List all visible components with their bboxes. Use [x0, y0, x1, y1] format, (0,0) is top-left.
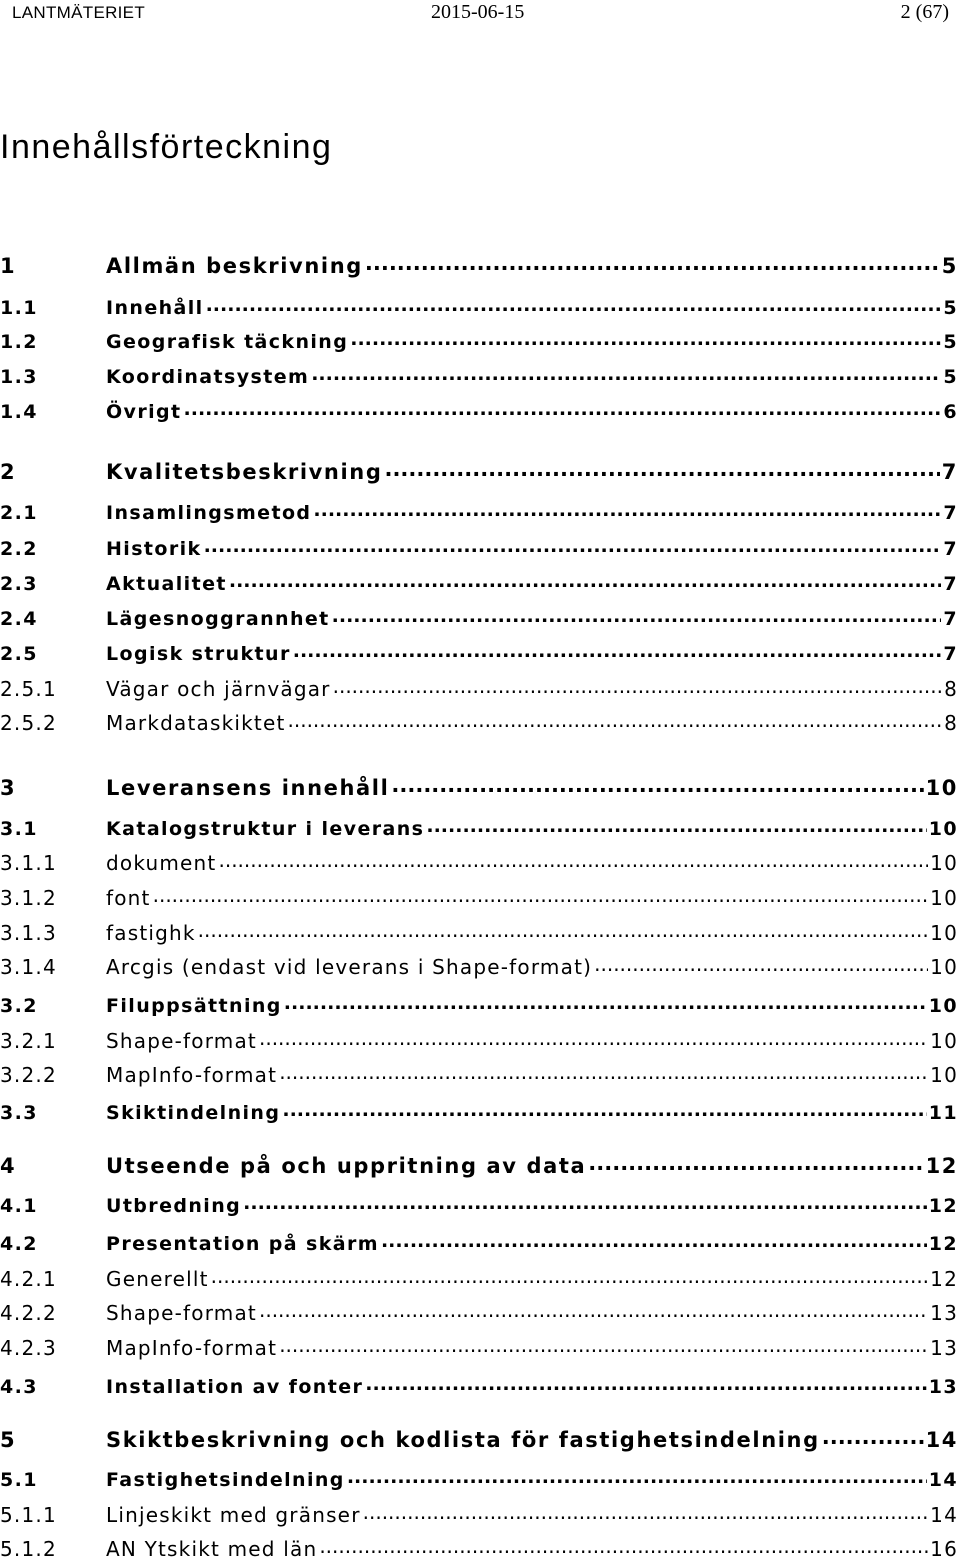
- page-title: Innehållsförteckning: [0, 128, 333, 166]
- toc-entry-title: Katalogstruktur i leverans: [106, 818, 425, 840]
- toc-entry[interactable]: [0, 364, 958, 388]
- toc-dot-leader: [284, 993, 927, 1012]
- toc-entry-page: 12: [930, 1267, 958, 1291]
- toc-entry-title: Linjeskikt med gränser: [106, 1503, 361, 1527]
- toc-entry[interactable]: [0, 571, 958, 595]
- toc-entry[interactable]: [0, 1231, 958, 1255]
- toc-entry-number: 3.2: [0, 995, 38, 1017]
- toc-entry[interactable]: [0, 536, 958, 560]
- toc-entry-page: 14: [930, 1503, 958, 1527]
- toc-dot-leader: [588, 1152, 923, 1173]
- toc-entry[interactable]: [0, 954, 958, 979]
- toc-entry-title: Utseende på och uppritning av data: [106, 1154, 587, 1178]
- toc-entry-title: dokument: [106, 851, 217, 875]
- toc-entry-number: 4.1: [0, 1195, 38, 1217]
- toc-entry-number: 4.3: [0, 1376, 38, 1398]
- toc-entry-title: Fastighetsindelning: [106, 1469, 345, 1491]
- toc-entry-title: Allmän beskrivning: [106, 254, 363, 278]
- toc-entry-number: 3.3: [0, 1102, 38, 1124]
- toc-entry[interactable]: [0, 850, 958, 875]
- toc-entry-page: 12: [925, 1154, 958, 1178]
- toc-entry[interactable]: [0, 458, 958, 484]
- toc-entry-title: MapInfo-format: [106, 1336, 278, 1360]
- toc-dot-leader: [259, 1028, 928, 1048]
- toc-entry-page: 11: [928, 1102, 958, 1124]
- toc-entry-number: 5.1.1: [0, 1503, 57, 1527]
- toc-entry-page: 10: [930, 851, 958, 875]
- toc-entry-page: 5: [943, 297, 958, 319]
- toc-entry-number: 5: [0, 1428, 17, 1452]
- toc-entry[interactable]: [0, 920, 958, 945]
- toc-entry[interactable]: [0, 993, 958, 1017]
- toc-entry-page: 10: [930, 921, 958, 945]
- toc-dot-leader: [211, 1266, 929, 1286]
- toc-dot-leader: [365, 1374, 926, 1393]
- toc-entry-title: Geografisk täckning: [106, 331, 349, 353]
- toc-entry-number: 2.5: [0, 643, 38, 665]
- toc-entry-title: Innehåll: [106, 297, 204, 319]
- toc-entry-page: 10: [928, 818, 958, 840]
- toc-entry-number: 2.4: [0, 608, 38, 630]
- header-page-number: 2 (67): [900, 1, 949, 23]
- toc-entry-page: 10: [925, 776, 958, 800]
- toc-entry[interactable]: [0, 774, 958, 800]
- toc-entry-number: 2.5.1: [0, 677, 57, 701]
- toc-dot-leader: [319, 1536, 928, 1556]
- toc-entry[interactable]: [0, 885, 958, 910]
- toc-entry[interactable]: [0, 606, 958, 630]
- toc-entry[interactable]: [0, 1335, 958, 1360]
- toc-entry-page: 6: [943, 401, 958, 423]
- toc-entry-page: 8: [944, 677, 958, 701]
- toc-entry-number: 3.1.2: [0, 886, 57, 910]
- toc-entry-number: 5.1: [0, 1469, 38, 1491]
- toc-entry[interactable]: [0, 295, 958, 319]
- toc-entry-title: Kvalitetsbeskrivning: [106, 460, 383, 484]
- toc-entry-number: 4.2.3: [0, 1336, 57, 1360]
- toc-dot-leader: [153, 885, 929, 905]
- toc-entry-number: 3: [0, 776, 17, 800]
- toc-entry-number: 4.2.1: [0, 1267, 57, 1291]
- toc-entry-title: Historik: [106, 538, 202, 560]
- toc-entry[interactable]: [0, 1266, 958, 1291]
- toc-entry-number: 1.2: [0, 331, 38, 353]
- toc-dot-leader: [350, 329, 941, 348]
- toc-entry[interactable]: [0, 1193, 958, 1217]
- toc-entry-title: Övrigt: [106, 401, 182, 423]
- toc-entry[interactable]: [0, 1502, 958, 1527]
- header-organization: LANTMÄTERIET: [12, 3, 146, 22]
- toc-entry[interactable]: [0, 1062, 958, 1087]
- toc-entry-number: 4.2: [0, 1233, 38, 1255]
- toc-entry-page: 13: [930, 1336, 958, 1360]
- toc-dot-leader: [381, 1231, 927, 1250]
- toc-entry-title: MapInfo-format: [106, 1063, 278, 1087]
- toc-entry[interactable]: [0, 1100, 958, 1124]
- toc-entry-title: Logisk struktur: [106, 643, 291, 665]
- toc-entry-page: 8: [944, 711, 958, 735]
- toc-dot-leader: [594, 954, 928, 974]
- toc-entry-number: 5.1.2: [0, 1537, 57, 1561]
- toc-entry-page: 16: [930, 1537, 958, 1561]
- toc-entry-page: 14: [925, 1428, 958, 1452]
- toc-dot-leader: [218, 850, 928, 870]
- toc-entry-title: Koordinatsystem: [106, 366, 310, 388]
- toc-entry-number: 4.2.2: [0, 1301, 57, 1325]
- toc-entry-page: 10: [930, 1029, 958, 1053]
- toc-entry-page: 12: [928, 1233, 958, 1255]
- toc-entry-page: 7: [943, 573, 958, 595]
- toc-entry-title: Markdataskiktet: [106, 711, 286, 735]
- toc-dot-leader: [822, 1426, 924, 1447]
- toc-entry-page: 5: [941, 254, 958, 278]
- toc-entry[interactable]: [0, 329, 958, 353]
- toc-entry-number: 1.3: [0, 366, 38, 388]
- toc-entry-page: 10: [930, 955, 958, 979]
- toc-dot-leader: [333, 676, 942, 696]
- toc-dot-leader: [204, 536, 942, 555]
- toc-entry-number: 3.2.1: [0, 1029, 57, 1053]
- toc-dot-leader: [206, 295, 942, 314]
- toc-entry-page: 5: [943, 331, 958, 353]
- toc-entry[interactable]: [0, 816, 958, 840]
- toc-dot-leader: [282, 1100, 926, 1119]
- toc-entry-title: Presentation på skärm: [106, 1233, 379, 1255]
- toc-entry-title: Generellt: [106, 1267, 209, 1291]
- toc-entry-title: Skiktindelning: [106, 1102, 281, 1124]
- toc-entry-title: fastighk: [106, 921, 196, 945]
- toc-entry[interactable]: [0, 500, 958, 524]
- toc-entry-title: Filuppsättning: [106, 995, 282, 1017]
- toc-entry-number: 3.1.1: [0, 851, 57, 875]
- toc-entry-page: 13: [928, 1376, 958, 1398]
- toc-dot-leader: [293, 641, 942, 660]
- toc-entry-page: 10: [928, 995, 958, 1017]
- toc-entry-page: 14: [928, 1469, 958, 1491]
- toc-dot-leader: [279, 1062, 928, 1082]
- toc-dot-leader: [229, 571, 942, 590]
- toc-entry[interactable]: [0, 1152, 958, 1178]
- toc-dot-leader: [311, 364, 941, 383]
- toc-entry-title: font: [106, 886, 151, 910]
- toc-entry[interactable]: [0, 252, 958, 278]
- toc-entry-number: 3.1: [0, 818, 38, 840]
- toc-entry[interactable]: [0, 399, 958, 423]
- toc-entry-number: 3.1.3: [0, 921, 57, 945]
- toc-entry-number: 1: [0, 254, 17, 278]
- toc-entry-title: Insamlingsmetod: [106, 502, 312, 524]
- toc-dot-leader: [384, 458, 939, 479]
- toc-entry[interactable]: [0, 1426, 958, 1452]
- toc-entry[interactable]: [0, 1028, 958, 1053]
- toc-entry-page: 13: [930, 1301, 958, 1325]
- toc-entry-number: 2.2: [0, 538, 38, 560]
- toc-dot-leader: [391, 774, 923, 795]
- toc-entry-title: Shape-format: [106, 1029, 257, 1053]
- toc-dot-leader: [426, 816, 926, 835]
- toc-entry-number: 2.3: [0, 573, 38, 595]
- toc-entry-title: Skiktbeskrivning och kodlista för fastighetsindelning: [106, 1428, 820, 1452]
- toc-dot-leader: [259, 1300, 928, 1320]
- page-header: [0, 0, 960, 26]
- toc-dot-leader: [365, 252, 940, 273]
- toc-entry-page: 5: [943, 366, 958, 388]
- toc-entry-page: 10: [930, 886, 958, 910]
- toc-entry-number: 2.5.2: [0, 711, 57, 735]
- toc-entry[interactable]: [0, 1536, 958, 1561]
- toc-entry-page: 12: [928, 1195, 958, 1217]
- toc-entry-number: 1.1: [0, 297, 38, 319]
- toc-dot-leader: [288, 710, 943, 730]
- toc-entry[interactable]: [0, 1374, 958, 1398]
- toc-entry-number: 4: [0, 1154, 17, 1178]
- toc-entry-page: 7: [943, 643, 958, 665]
- toc-entry[interactable]: [0, 641, 958, 665]
- toc-dot-leader: [243, 1193, 927, 1212]
- toc-entry[interactable]: [0, 1467, 958, 1491]
- toc-dot-leader: [332, 606, 942, 625]
- toc-dot-leader: [347, 1467, 927, 1486]
- header-date: 2015-06-15: [431, 1, 525, 23]
- toc-entry-title: Arcgis (endast vid leverans i Shape-format): [106, 955, 593, 979]
- toc-entry-title: Installation av fonter: [106, 1376, 364, 1398]
- toc-entry-number: 3.2.2: [0, 1063, 57, 1087]
- toc-entry-title: Leveransens innehåll: [106, 776, 390, 800]
- toc-entry-title: Utbredning: [106, 1195, 242, 1217]
- toc-entry-page: 7: [941, 460, 958, 484]
- toc-entry-number: 3.1.4: [0, 955, 57, 979]
- toc-entry-page: 7: [943, 502, 958, 524]
- toc-entry-title: Lägesnoggrannhet: [106, 608, 330, 630]
- toc-entry-page: 7: [943, 608, 958, 630]
- toc-dot-leader: [184, 399, 942, 418]
- toc-dot-leader: [313, 500, 941, 519]
- toc-entry-number: 2.1: [0, 502, 38, 524]
- toc-dot-leader: [198, 920, 928, 940]
- toc-entry-title: AN Ytskikt med län: [106, 1537, 318, 1561]
- toc-entry[interactable]: [0, 710, 958, 735]
- toc-dot-leader: [279, 1335, 928, 1355]
- toc-entry-title: Shape-format: [106, 1301, 257, 1325]
- toc-dot-leader: [363, 1502, 929, 1522]
- toc-entry-number: 2: [0, 460, 17, 484]
- toc-entry-title: Aktualitet: [106, 573, 227, 595]
- toc-entry[interactable]: [0, 1300, 958, 1325]
- toc-entry-title: Vägar och järnvägar: [106, 677, 331, 701]
- toc-entry-number: 1.4: [0, 401, 38, 423]
- toc-entry-page: 10: [930, 1063, 958, 1087]
- toc-entry[interactable]: [0, 676, 958, 701]
- toc-entry-page: 7: [943, 538, 958, 560]
